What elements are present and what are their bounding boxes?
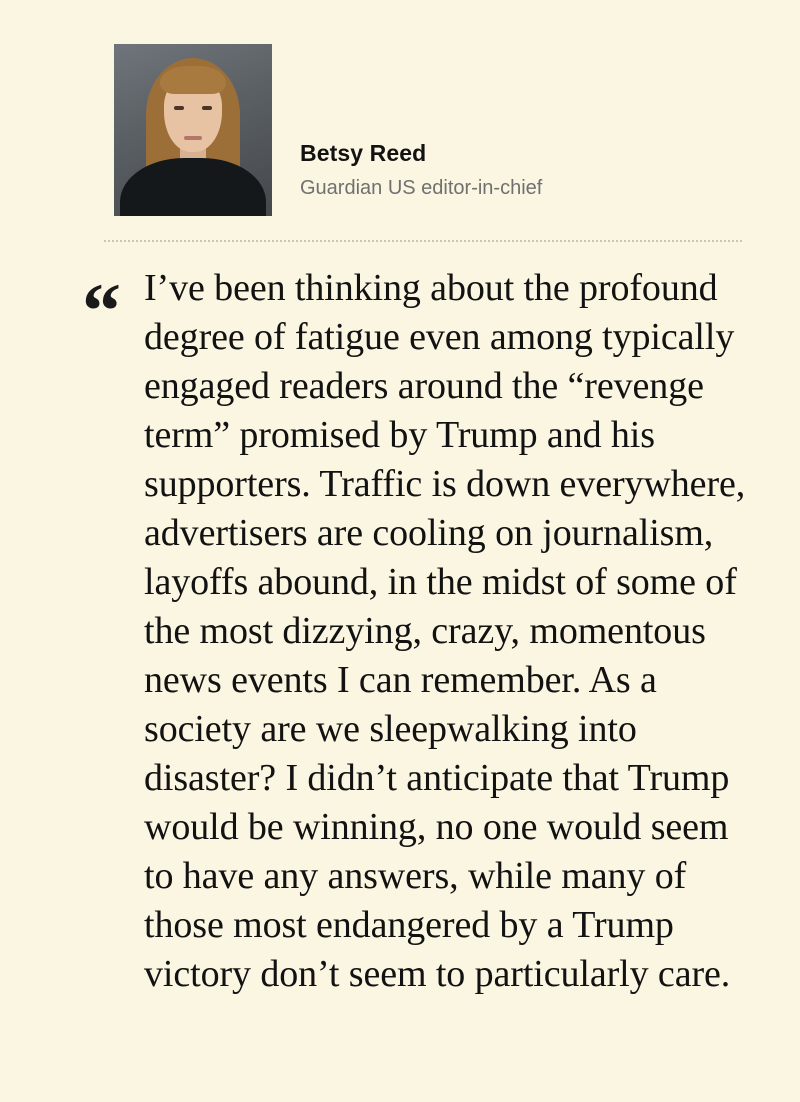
avatar-fringe — [160, 66, 226, 94]
divider — [104, 240, 742, 242]
quote-block — [46, 264, 754, 999]
avatar-eye-left — [174, 106, 184, 110]
quote-text: I’ve been thinking about the profound degree of fatigue even among typically engaged readers around the “revenge term” promised by Trump and his supporters. Traffic is down everywhere, advertisers are cooling on journalism, layoffs abound, in the midst of some of the most dizzying, crazy, momentous news events I can remember. As a society are we sleepwalking into disaster? I didn’t anticipate that Trump would be winning, no one would seem to have any answers, while many of those most endangered by a Trump victory don’t seem to particularly care. — [144, 267, 746, 995]
avatar-mouth — [184, 136, 202, 140]
byline — [46, 44, 754, 216]
author-name: Betsy Reed — [300, 140, 427, 166]
avatar — [114, 44, 272, 216]
author-role: Guardian US editor-in-chief — [300, 176, 543, 199]
quote-mark-icon: “ — [82, 267, 121, 354]
byline-text — [272, 44, 542, 200]
avatar-eye-right — [202, 106, 212, 110]
